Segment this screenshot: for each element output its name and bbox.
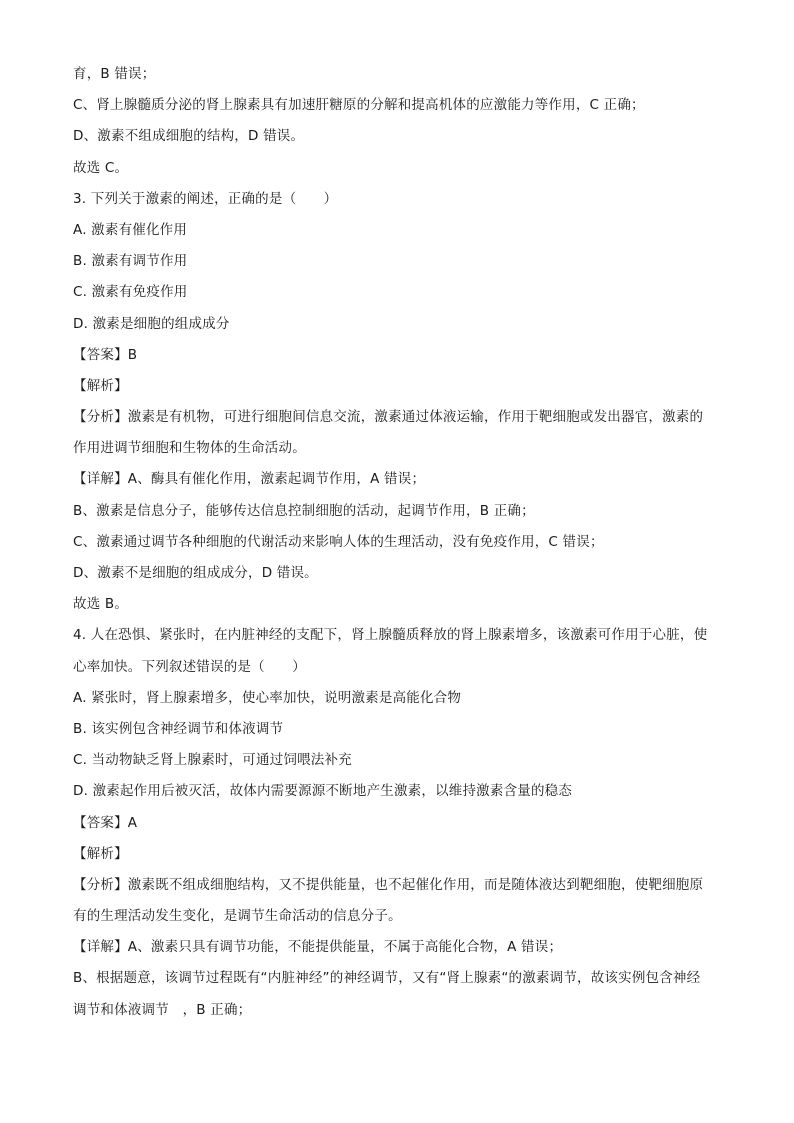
- text-line: 育，B 错误；: [73, 66, 156, 82]
- text-line: C、激素通过调节各种细胞的代谢活动来影响人体的生理活动，没有免疫作用，C 错误；: [73, 533, 604, 550]
- text-line: 【详解】A、激素只具有调节功能，不能提供能量，不属于高能化合物，A 错误；: [73, 939, 563, 956]
- question-3-option-a: A. 激素有催化作用: [73, 221, 188, 238]
- answer-label: 【答案】B: [73, 346, 138, 363]
- text-line: B、激素是信息分子，能够传达信息控制细胞的活动，起调节作用，B 正确；: [73, 502, 535, 519]
- answer-label: 【答案】A: [73, 814, 138, 831]
- analysis-label: 【解析】: [73, 845, 128, 862]
- question-4-option-a: A. 紧张时，肾上腺素增多，使心率加快，说明激素是高能化合物: [73, 689, 462, 706]
- text-line: 【详解】A、酶具有催化作用，激素起调节作用，A 错误；: [73, 471, 426, 488]
- question-4-option-b: B. 该实例包含神经调节和体液调节: [73, 720, 284, 737]
- text-line: 有的生理活动发生变化，是调节生命活动的信息分子。: [73, 908, 402, 925]
- question-4-option-d: D. 激素起作用后被灭活，故体内需要源源不断地产生激素，以维持激素含量的稳态: [73, 783, 573, 800]
- text-line: D、激素不是细胞的组成成分，D 错误。: [73, 565, 318, 581]
- question-4-stem-cont: 心率加快。下列叙述错误的是（ ）: [73, 658, 306, 675]
- text-line: B、根据题意，该调节过程既有“内脏神经”的神经调节，又有“肾上腺素“的激素调节，故该实例包含神经: [73, 970, 701, 987]
- analysis-label: 【解析】: [73, 377, 128, 394]
- question-3-option-d: D. 激素是细胞的组成成分: [73, 315, 230, 332]
- question-3-stem: 3. 下列关于激素的阐述，正确的是（ ）: [73, 190, 338, 207]
- question-3-option-b: B. 激素有调节作用: [73, 253, 188, 270]
- question-4-stem: 4. 人在恐惧、紧张时，在内脏神经的支配下，肾上腺髓质释放的肾上腺素增多，该激素可作用于心脏，使: [73, 627, 708, 644]
- text-line: 【分析】激素既不组成细胞结构，又不提供能量，也不起催化作用，而是随体液达到靶细胞，使靶细胞原: [73, 876, 704, 893]
- question-3-option-c: C. 激素有免疫作用: [73, 284, 188, 301]
- text-line: 故选 B。: [73, 596, 129, 613]
- document-page: [73, 63, 733, 1030]
- text-line: C、肾上腺髓质分泌的肾上腺素具有加速肝糖原的分解和提高机体的应激能力等作用，C 正确；: [73, 97, 645, 114]
- text-line: 【分析】激素是有机物，可进行细胞间信息交流，激素通过体液运输，作用于靶细胞或发出器官，激素的: [73, 409, 704, 426]
- text-line: 故选 C。: [73, 159, 129, 176]
- text-line: 调节和体液调节 ，B 正确；: [73, 1001, 252, 1018]
- question-4-option-c: C. 当动物缺乏肾上腺素时，可通过饲喂法补充: [73, 752, 352, 769]
- text-line: 作用进调节细胞和生物体的生命活动。: [73, 440, 306, 457]
- text-line: D、激素不组成细胞的结构，D 错误。: [73, 128, 305, 145]
